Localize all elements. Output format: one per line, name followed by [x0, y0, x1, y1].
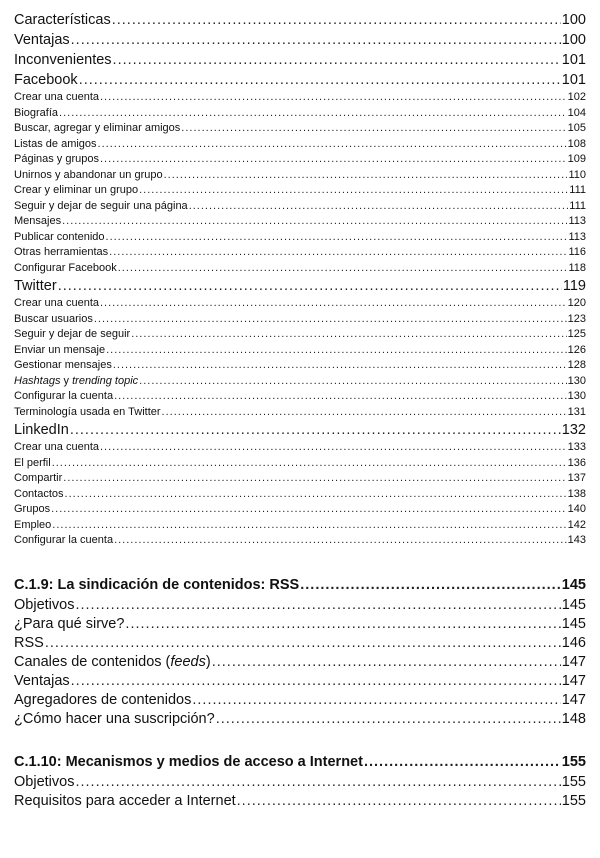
- dot-leader: [71, 672, 561, 691]
- toc-entry-page: 101: [561, 72, 586, 88]
- dot-leader: [189, 199, 569, 215]
- toc-entry-title: Otras herramientas: [14, 246, 109, 258]
- toc-entry-page: 123: [567, 312, 586, 325]
- dot-leader: [79, 70, 561, 90]
- toc-entry-title: ¿Cómo hacer una suscripción?: [14, 710, 215, 727]
- toc-subentry: [14, 121, 586, 137]
- title-plain-part: Canales de contenidos (: [14, 653, 171, 670]
- toc-entry-page: 130: [567, 374, 586, 387]
- dot-leader: [59, 106, 567, 122]
- dot-leader: [94, 312, 567, 328]
- toc-entry-title: Biografía: [14, 106, 59, 119]
- toc-entry-page: 126: [567, 343, 586, 356]
- toc-entry-page: 102: [567, 91, 586, 103]
- toc-entry-page: 131: [567, 405, 586, 418]
- dot-leader: [125, 615, 560, 634]
- dot-leader: [62, 214, 567, 230]
- toc-entry-page: 116: [568, 246, 586, 258]
- toc-subentry: [14, 106, 586, 122]
- toc-entry-title: Configurar la cuenta: [14, 390, 114, 402]
- dot-leader: [113, 358, 567, 374]
- toc-subentry: [14, 296, 586, 312]
- toc-entry-page: 143: [567, 534, 586, 546]
- toc-entry-title: [14, 653, 211, 672]
- toc-entry: [14, 50, 586, 70]
- toc-subentry: [14, 518, 586, 534]
- toc-chapter-rss: [14, 574, 586, 729]
- dot-leader: [106, 230, 568, 246]
- toc-entry: [14, 30, 586, 50]
- toc-entry-page: 147: [561, 653, 586, 670]
- toc-entry-title: Grupos: [14, 503, 51, 515]
- toc-subentry: [14, 440, 586, 456]
- toc-entry-page: 145: [561, 615, 586, 632]
- toc-entry-page: 113: [568, 230, 586, 243]
- toc-entry-page: 147: [561, 691, 586, 708]
- dot-leader: [75, 596, 560, 615]
- title-italic-part: feeds: [170, 653, 206, 670]
- toc-entry: [14, 615, 586, 634]
- title-plain-part: ): [205, 653, 211, 670]
- toc-entry-page: 142: [567, 518, 586, 531]
- toc-entry-title: Objetivos: [14, 596, 75, 613]
- toc-entry-title: Seguir y dejar de seguir: [14, 328, 131, 340]
- dot-leader: [52, 518, 566, 534]
- toc-entry-page: 118: [568, 261, 586, 274]
- dot-leader: [100, 296, 567, 312]
- toc-subentry: [14, 230, 586, 246]
- toc-subentry: [14, 90, 586, 106]
- chapter-page: 145: [561, 576, 586, 593]
- toc-entry-title: Compartir: [14, 472, 63, 484]
- toc-entry: [14, 276, 586, 296]
- toc-entry-title: LinkedIn: [14, 422, 69, 438]
- toc-entry-title: Configurar Facebook: [14, 261, 117, 274]
- toc-entry-title: Inconvenientes: [14, 52, 112, 68]
- toc-entry: [14, 70, 586, 90]
- dot-leader: [52, 456, 567, 472]
- dot-leader: [63, 471, 566, 487]
- dot-leader: [164, 168, 568, 184]
- dot-leader: [118, 261, 568, 277]
- toc-entry-page: 133: [567, 441, 586, 453]
- toc-entry-title: Ventajas: [14, 672, 70, 689]
- toc-chapter-internet: [14, 751, 586, 811]
- toc-entry-page: 138: [567, 487, 586, 500]
- dot-leader: [70, 420, 561, 440]
- toc-subentry: [14, 487, 586, 503]
- toc-entry-title: Twitter: [14, 278, 57, 294]
- toc-entry: [14, 10, 586, 30]
- toc-entry-title: Unirnos y abandonar un grupo: [14, 168, 163, 181]
- toc-subentry: [14, 456, 586, 472]
- toc-subentry: [14, 327, 586, 343]
- toc-entry-title: Mensajes: [14, 215, 62, 227]
- toc-entry-title: RSS: [14, 634, 44, 651]
- toc-subentry: [14, 312, 586, 328]
- toc-subentry: [14, 245, 586, 261]
- toc-entry-title: Requisitos para acceder a Internet: [14, 792, 236, 809]
- toc-subentry: [14, 183, 586, 199]
- toc-subentry: [14, 152, 586, 168]
- toc-entry-page: 148: [561, 710, 586, 727]
- toc-entry-page: 111: [569, 199, 586, 212]
- dot-leader: [45, 634, 561, 653]
- toc-entry-page: 104: [567, 106, 586, 119]
- toc-entry-page: 109: [567, 153, 586, 165]
- toc-entry-title: Empleo: [14, 518, 52, 531]
- toc-entry: [14, 691, 586, 710]
- toc-entry-title: Gestionar mensajes: [14, 359, 112, 371]
- toc-entry: [14, 420, 586, 440]
- toc-entry-page: 119: [562, 278, 586, 294]
- toc-subentry: [14, 168, 586, 184]
- dot-leader: [106, 343, 567, 359]
- dot-leader: [100, 440, 567, 456]
- section-spacer: [14, 549, 586, 574]
- toc-entry-title: Publicar contenido: [14, 230, 105, 243]
- toc-entry-page: 110: [568, 168, 586, 181]
- dot-leader: [113, 50, 561, 70]
- toc-entry: [14, 773, 586, 792]
- toc-entry: [14, 710, 586, 729]
- toc-entry: [14, 653, 586, 672]
- chapter-title: C.1.9: La sindicación de contenidos: RSS: [14, 576, 300, 593]
- toc-entry-page: 137: [567, 472, 586, 484]
- toc-entry-page: 147: [561, 672, 586, 689]
- toc-subentry: [14, 358, 586, 374]
- toc-entry-title: Páginas y grupos: [14, 153, 99, 165]
- toc-subentry: [14, 214, 586, 230]
- dot-leader: [114, 533, 567, 549]
- toc-entry-page: 132: [561, 422, 586, 438]
- toc-entry-page: 130: [567, 390, 586, 402]
- toc-entry-page: 155: [561, 792, 586, 809]
- toc-entry-page: 145: [561, 596, 586, 613]
- chapter-heading: [14, 574, 586, 596]
- toc-subentry: [14, 405, 586, 421]
- dot-leader: [237, 792, 561, 811]
- dot-leader: [131, 327, 566, 343]
- toc-subentry: [14, 389, 586, 405]
- dot-leader: [109, 245, 567, 261]
- toc-section-social-networks: [14, 10, 586, 549]
- toc-subentry: [14, 343, 586, 359]
- dot-leader: [98, 137, 567, 153]
- toc-subentry: [14, 137, 586, 153]
- toc-entry-page: 100: [561, 32, 586, 48]
- chapter-page: 155: [561, 753, 586, 770]
- title-plain-part: y: [60, 374, 73, 387]
- dot-leader: [112, 10, 561, 30]
- toc-entry-title: Agregadores de contenidos: [14, 691, 192, 708]
- title-italic-part: Hashtags: [14, 374, 61, 387]
- toc-entry-page: 136: [567, 456, 586, 469]
- toc-entry-title: Buscar, agregar y eliminar amigos: [14, 122, 181, 134]
- toc-entry-page: 108: [567, 137, 586, 150]
- dot-leader: [75, 773, 560, 792]
- section-spacer: [14, 729, 586, 751]
- toc-entry-title: El perfil: [14, 456, 51, 469]
- dot-leader: [162, 405, 567, 421]
- dot-leader: [212, 653, 561, 672]
- toc-subentry: [14, 471, 586, 487]
- toc-entry-page: 111: [569, 184, 586, 196]
- toc-entry: [14, 792, 586, 811]
- toc-subentry: [14, 502, 586, 518]
- table-of-contents: [14, 10, 586, 811]
- dot-leader: [300, 574, 561, 596]
- title-italic-part: trending topic: [72, 374, 139, 387]
- toc-entry-title: Terminología usada en Twitter: [14, 405, 161, 418]
- toc-entry: [14, 672, 586, 691]
- toc-subentry: [14, 374, 586, 390]
- dot-leader: [181, 121, 566, 137]
- dot-leader: [100, 152, 567, 168]
- toc-entry-page: 100: [561, 12, 586, 28]
- toc-entry-title: [14, 374, 138, 390]
- toc-entry-title: Características: [14, 12, 111, 28]
- toc-entry: [14, 596, 586, 615]
- toc-entry-title: Crear y eliminar un grupo: [14, 184, 139, 196]
- toc-entry-title: Configurar la cuenta: [14, 534, 114, 546]
- toc-entry-page: 105: [567, 122, 586, 134]
- dot-leader: [114, 389, 567, 405]
- toc-entry-title: Facebook: [14, 72, 78, 88]
- toc-entry-page: 120: [567, 297, 586, 309]
- toc-subentry: [14, 533, 586, 549]
- chapter-heading: [14, 751, 586, 773]
- toc-entry-title: Contactos: [14, 487, 64, 500]
- toc-entry-page: 155: [561, 773, 586, 790]
- toc-entry-title: ¿Para qué sirve?: [14, 615, 125, 632]
- toc-entry-title: Crear una cuenta: [14, 91, 99, 103]
- dot-leader: [364, 751, 561, 773]
- toc-subentry: [14, 261, 586, 277]
- dot-leader: [192, 691, 560, 710]
- toc-entry-title: Ventajas: [14, 32, 70, 48]
- toc-entry-page: 101: [561, 52, 586, 68]
- toc-entry: [14, 634, 586, 653]
- toc-entry-title: Objetivos: [14, 773, 75, 790]
- dot-leader: [139, 374, 566, 390]
- chapter-title: C.1.10: Mecanismos y medios de acceso a Internet: [14, 753, 363, 770]
- toc-subentry: [14, 199, 586, 215]
- toc-entry-title: Seguir y dejar de seguir una página: [14, 199, 188, 212]
- dot-leader: [51, 502, 567, 518]
- toc-entry-title: Listas de amigos: [14, 137, 97, 150]
- toc-entry-title: Enviar un mensaje: [14, 343, 106, 356]
- toc-entry-page: 128: [567, 359, 586, 371]
- dot-leader: [58, 276, 562, 296]
- toc-entry-title: Buscar usuarios: [14, 312, 93, 325]
- toc-entry-page: 125: [567, 328, 586, 340]
- toc-entry-title: Crear una cuenta: [14, 297, 99, 309]
- dot-leader: [139, 183, 568, 199]
- dot-leader: [100, 90, 567, 106]
- toc-entry-page: 140: [567, 503, 586, 515]
- dot-leader: [71, 30, 561, 50]
- dot-leader: [65, 487, 567, 503]
- toc-entry-page: 146: [561, 634, 586, 651]
- toc-entry-title: Crear una cuenta: [14, 441, 99, 453]
- toc-entry-page: 113: [568, 215, 586, 227]
- dot-leader: [216, 710, 561, 729]
